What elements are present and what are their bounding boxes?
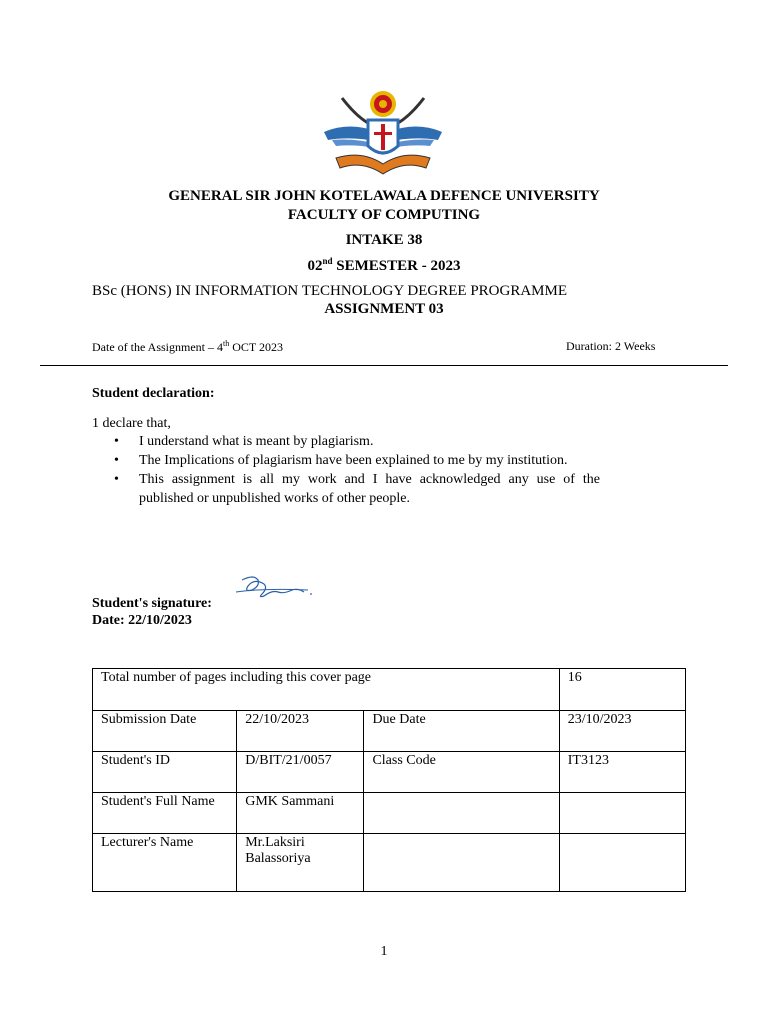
assignment-title: ASSIGNMENT 03 [324, 301, 444, 317]
declaration-item: • The Implications of plagiarism have been explained to me by my institution. [114, 453, 568, 468]
due-date-value: 23/10/2023 [559, 711, 685, 752]
student-id-value: D/BIT/21/0057 [237, 752, 364, 793]
table-row [93, 752, 686, 793]
submission-date-value: 22/10/2023 [237, 711, 364, 752]
university-crest-logo [322, 84, 444, 178]
declaration-title: Student declaration: [92, 386, 215, 401]
class-code-value: IT3123 [559, 752, 685, 793]
full-name-label: Student's Full Name [93, 793, 237, 834]
empty-cell [559, 793, 685, 834]
full-name-value: GMK Sammani [237, 793, 364, 834]
lecturer-name-line2: Balassoriya [245, 851, 311, 866]
assignment-date [92, 339, 283, 355]
table-row [93, 834, 686, 892]
semester-text: SEMESTER - 2023 [332, 258, 461, 274]
bullet: • [114, 472, 119, 487]
signature-label: Student's signature: [92, 596, 212, 611]
empty-cell [364, 834, 559, 892]
student-id-label: Student's ID [93, 752, 237, 793]
table-row [93, 669, 686, 711]
university-name: GENERAL SIR JOHN KOTELAWALA DEFENCE UNIVERSITY [168, 188, 600, 204]
declaration-item: • I understand what is meant by plagiarism. [114, 434, 374, 449]
due-date-label: Due Date [364, 711, 559, 752]
assignment-date-suffix: th [222, 339, 230, 348]
assignment-date-value: OCT 2023 [229, 340, 284, 354]
semester-number: 02 [307, 258, 323, 274]
empty-cell [559, 834, 685, 892]
declaration-item: • This assignment is all my work and I have acknowledged any use of the published or unpublished works of other people. [114, 472, 600, 506]
lecturer-name-value [237, 834, 364, 892]
programme-title: BSc (HONS) IN INFORMATION TECHNOLOGY DEGREE PROGRAMME [92, 283, 568, 299]
empty-cell [364, 793, 559, 834]
assignment-info-table [92, 668, 686, 892]
duration: Duration: 2 Weeks [566, 339, 656, 353]
declaration-list [92, 432, 600, 508]
header-divider [40, 365, 728, 366]
faculty-name: FACULTY OF COMPUTING [287, 207, 481, 223]
table-row [93, 793, 686, 834]
total-pages-value: 16 [559, 669, 685, 711]
total-pages-label: Total number of pages including this cover page [93, 669, 560, 711]
assignment-date-label: Date of the Assignment – 4 [92, 340, 223, 354]
bullet: • [114, 453, 119, 468]
page-number: 1 [380, 944, 388, 959]
submission-date-label: Submission Date [93, 711, 237, 752]
declaration-intro: 1 declare that, [92, 416, 171, 431]
table-row [93, 711, 686, 752]
bullet: • [114, 434, 119, 449]
lecturer-name-line1: Mr.Laksiri [245, 835, 305, 850]
class-code-label: Class Code [364, 752, 559, 793]
lecturer-name-label: Lecturer's Name [93, 834, 237, 892]
semester [0, 256, 768, 275]
intake: INTAKE 38 [345, 232, 423, 248]
student-signature-image [234, 570, 316, 606]
semester-suffix: nd [322, 256, 333, 266]
signature-date: Date: 22/10/2023 [92, 613, 192, 628]
